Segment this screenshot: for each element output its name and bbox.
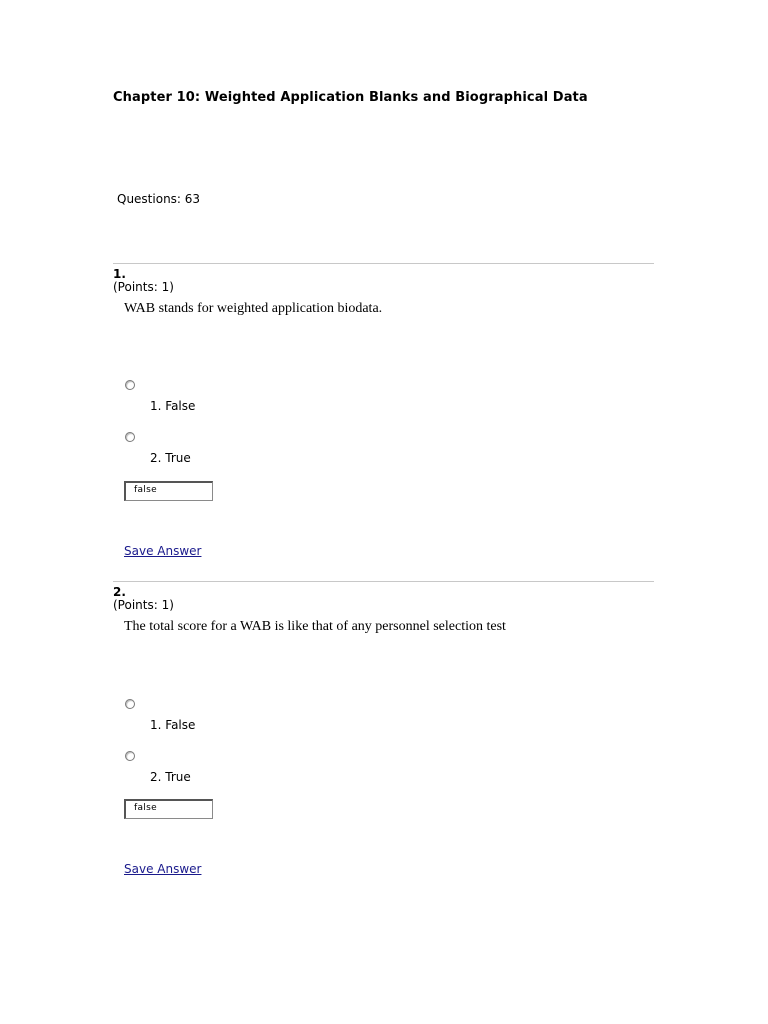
save-answer-link[interactable]: Save Answer bbox=[124, 544, 202, 558]
answer-field[interactable] bbox=[124, 481, 213, 501]
question-number: 1. bbox=[113, 267, 126, 281]
answer-field-value: false bbox=[134, 485, 157, 495]
question-text: WAB stands for weighted application biodata. bbox=[124, 301, 383, 316]
question-1 bbox=[113, 263, 654, 558]
page-title: Chapter 10: Weighted Application Blanks and Biographical Data bbox=[113, 90, 588, 105]
questions-count bbox=[117, 192, 200, 206]
questions-count-value: 63 bbox=[184, 192, 201, 206]
question-2 bbox=[113, 581, 654, 876]
question-points: (Points: 1) bbox=[113, 598, 174, 612]
answer-field-value: false bbox=[134, 803, 157, 813]
option-1-label: 1. False bbox=[150, 718, 196, 732]
questions-count-label: Questions: bbox=[117, 192, 181, 206]
question-points: (Points: 1) bbox=[113, 280, 174, 294]
option-1-label: 1. False bbox=[150, 399, 196, 413]
option-1-radio[interactable] bbox=[125, 699, 135, 709]
option-1-radio[interactable] bbox=[125, 380, 135, 390]
question-text: The total score for a WAB is like that of any personnel selection test bbox=[124, 619, 506, 634]
option-2-radio[interactable] bbox=[125, 432, 135, 442]
option-2-label: 2. True bbox=[150, 770, 191, 784]
option-2-label: 2. True bbox=[150, 451, 191, 465]
question-number: 2. bbox=[113, 585, 126, 599]
option-2-radio[interactable] bbox=[125, 751, 135, 761]
save-answer-link[interactable]: Save Answer bbox=[124, 862, 202, 876]
answer-field[interactable] bbox=[124, 799, 213, 819]
